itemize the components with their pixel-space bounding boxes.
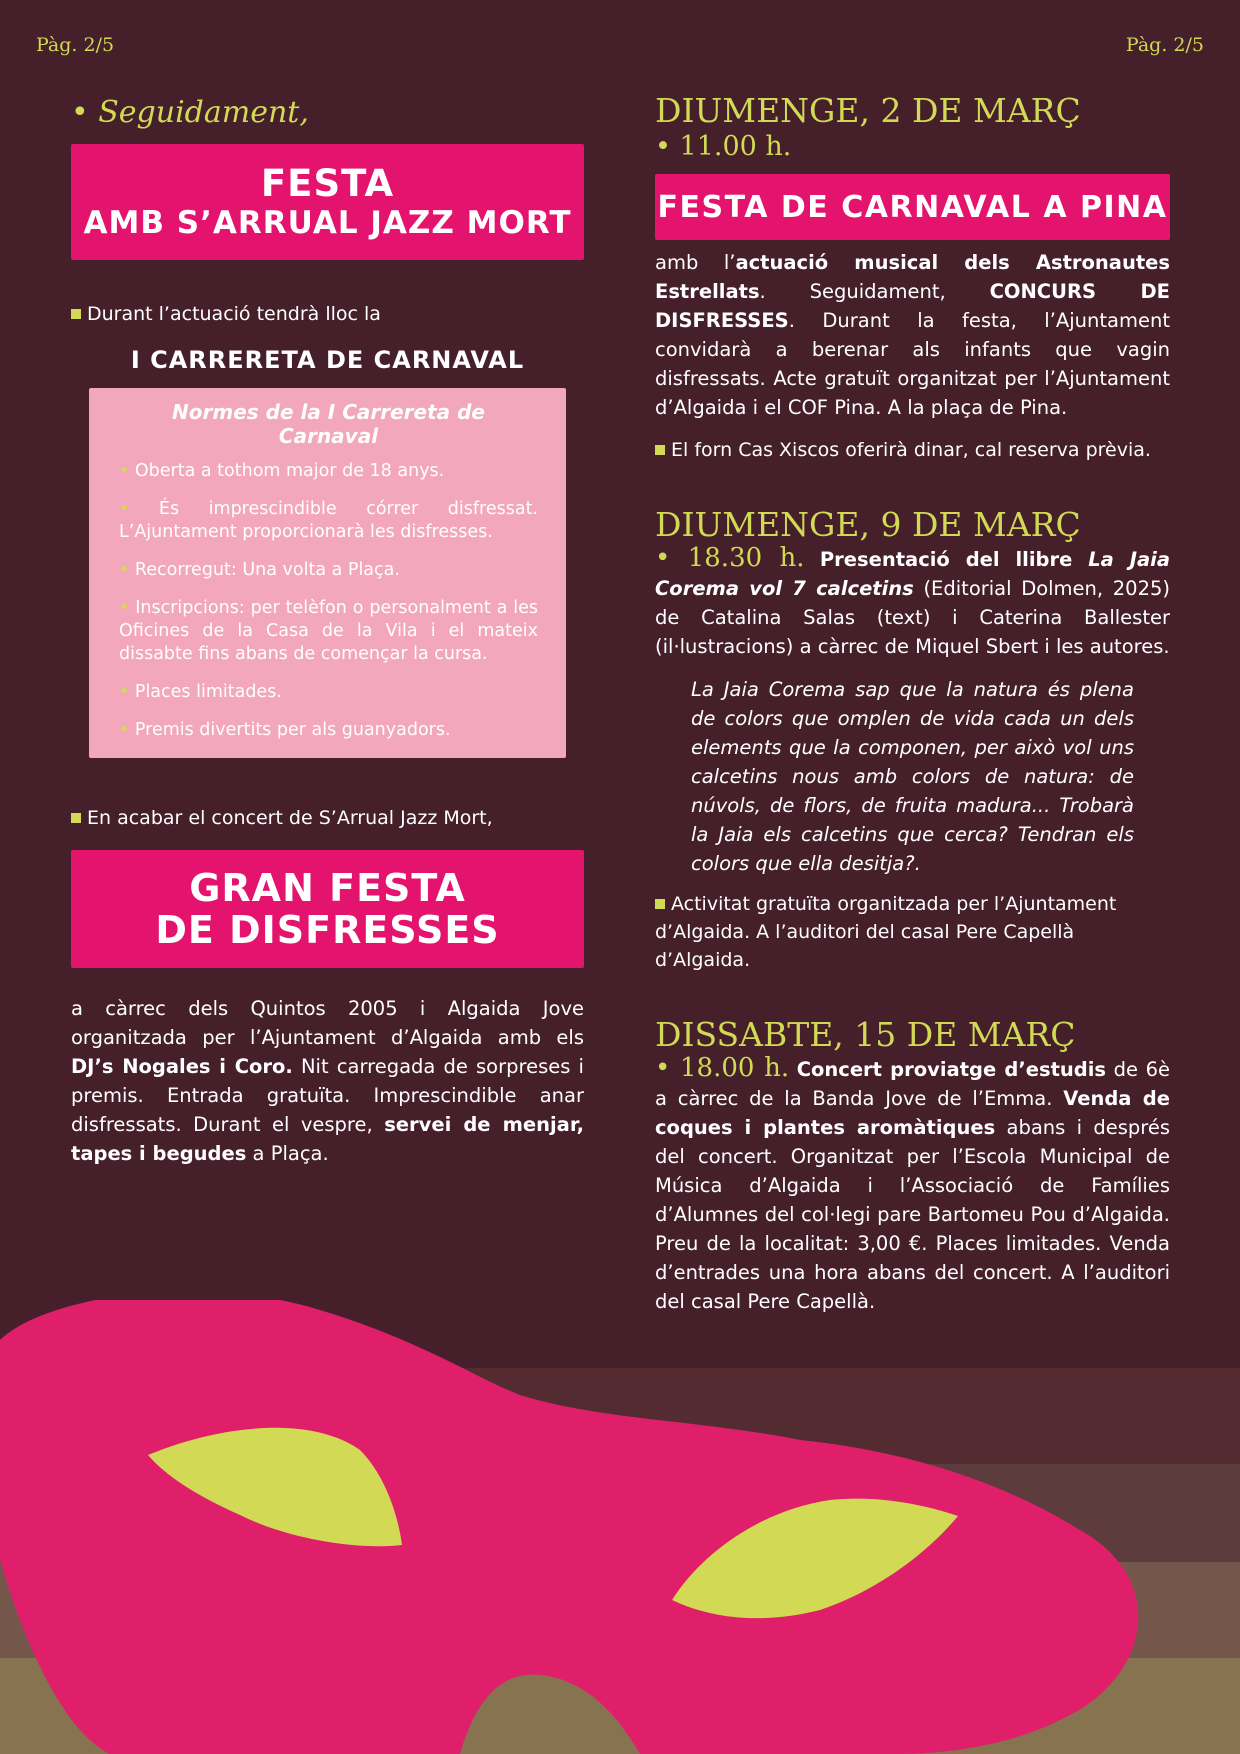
time-11: • 11.00 h. xyxy=(655,131,792,162)
page-number-right: Pàg. 2/5 xyxy=(1125,34,1204,56)
page-number-left: Pàg. 2/5 xyxy=(36,34,115,56)
lead-seguidament xyxy=(71,95,584,130)
lead-text: Seguidament, xyxy=(98,95,309,130)
book-quote: La Jaia Corema sap que la natura és plena de colors que omplen de vida cada un dels elements que la componen, per això vol uns calcetins nous amb colors de natura: de núvols, de flors, de fruita madura... Trobarà la Jaia els calcetins que cerca? Tendran els colors que ella desitja?. xyxy=(691,678,1134,875)
day1-note: El forn Cas Xiscos oferirà dinar, cal reserva prèvia. xyxy=(655,436,1170,464)
left-column xyxy=(71,95,584,1168)
day-heading-2-march: DIUMENGE, 2 DE MARÇ xyxy=(655,91,1081,130)
right-column xyxy=(655,92,1170,1316)
carnival-mask-illustration xyxy=(0,1300,1240,1754)
bullet-dot: • xyxy=(71,95,99,130)
rule-item: • Inscripcions: per telèfon o personalment a les Oficines de la Casa de la Vila i el mateix dissabte fins abans de començar la cursa. xyxy=(119,598,538,664)
rules-box xyxy=(89,388,566,758)
gran-line-1: GRAN FESTA xyxy=(189,866,466,910)
en-acabar-note xyxy=(71,804,584,832)
rule-text: És imprescindible córrer disfressat. L’Ajuntament proporcionarà les disfresses. xyxy=(119,499,538,542)
festa-banner xyxy=(71,144,584,260)
durant-note xyxy=(71,300,584,328)
rule-text: Premis divertits per als guanyadors. xyxy=(134,720,451,740)
carrereta-title: I CARRERETA DE CARNAVAL xyxy=(130,346,525,374)
rule-item: • Recorregut: Una volta a Plaça. xyxy=(119,560,400,580)
rule-item: • Places limitades. xyxy=(119,682,282,702)
rule-text: Recorregut: Una volta a Plaça. xyxy=(134,560,400,580)
durant-text: Durant l’actuació tendrà lloc la xyxy=(87,303,381,325)
gran-festa-description: a càrrec dels Quintos 2005 i Algaida Jove organitzada per l’Ajuntament d’Algaida amb els DJ’s Nogales i Coro. Nit carregada de sorpreses i premis. Entrada gratuïta. Imprescindible anar disfressats. Durant el vespre, servei de menjar, tapes i begudes a Plaça. xyxy=(71,997,584,1165)
rule-text: Oberta a tothom major de 18 anys. xyxy=(134,461,445,481)
square-bullet-icon xyxy=(655,445,665,455)
rule-text: Places limitades. xyxy=(134,682,282,702)
rule-text: Inscripcions: per telèfon o personalment a les Oficines de la Casa de la Vila i el mateix dissabte fins abans de començar la cursa. xyxy=(119,598,538,664)
day3-description: • 18.00 h. Concert proviatge d’estudis de 6è a càrrec de la Banda Jove de l’Emma. Venda de coques i plantes aromàtiques abans i després del concert. Organitzat per l’Escola Municipal de Música d’Algaida i l’Associació de Famílies d’Alumnes del col·legi pare Bartomeu Pou d’Algaida. Preu de la localitat: 3,00 €. Places limitades. Venda d’entrades una hora abans del concert. A l’auditori del casal Pere Capellà. xyxy=(655,1053,1170,1313)
rule-item: • Oberta a tothom major de 18 anys. xyxy=(119,461,445,481)
rules-title: Normes de la I Carrereta de Carnaval xyxy=(172,400,485,448)
festa-line-2: AMB S’ARRUAL JAZZ MORT xyxy=(83,205,572,241)
day2-description: • 18.30 h. Presentació del llibre La Jaia Corema vol 7 calcetins (Editorial Dolmen, 2025) de Catalina Salas (text) i Caterina Ballester (il·lustracions) a càrrec de Miquel Sbert i les autores. xyxy=(655,543,1170,658)
gran-line-2: DE DISFRESSES xyxy=(155,908,500,952)
day1-description: amb l’actuació musical dels Astronautes Estrellats. Seguidament, CONCURS DE DISFRESSES. Durant la festa, l’Ajuntament convidarà a berenar als infants que vagin disfressats. Acte gratuït organitzat per l’Ajuntament d’Algaida i el COF Pina. A la plaça de Pina. xyxy=(655,251,1170,419)
day-heading-9-march: DIUMENGE, 9 DE MARÇ xyxy=(655,505,1081,544)
gran-festa-banner xyxy=(71,850,584,968)
day2-note: Activitat gratuïta organitzada per l’Ajuntament d’Algaida. A l’auditori del casal Pere Capellà d’Algaida. xyxy=(655,893,1117,971)
en-acabar-text: En acabar el concert de S’Arrual Jazz Mort, xyxy=(87,807,493,829)
rule-item: • És imprescindible córrer disfressat. L’Ajuntament proporcionarà les disfresses. xyxy=(119,499,538,542)
pina-banner: FESTA DE CARNAVAL A PINA xyxy=(655,174,1170,240)
festa-line-1: FESTA xyxy=(260,162,395,205)
rule-item: • Premis divertits per als guanyadors. xyxy=(119,720,451,740)
day-heading-15-march: DISSABTE, 15 DE MARÇ xyxy=(655,1015,1076,1054)
square-bullet-icon xyxy=(71,813,81,823)
square-bullet-icon xyxy=(71,309,81,319)
square-bullet-icon xyxy=(655,899,665,909)
